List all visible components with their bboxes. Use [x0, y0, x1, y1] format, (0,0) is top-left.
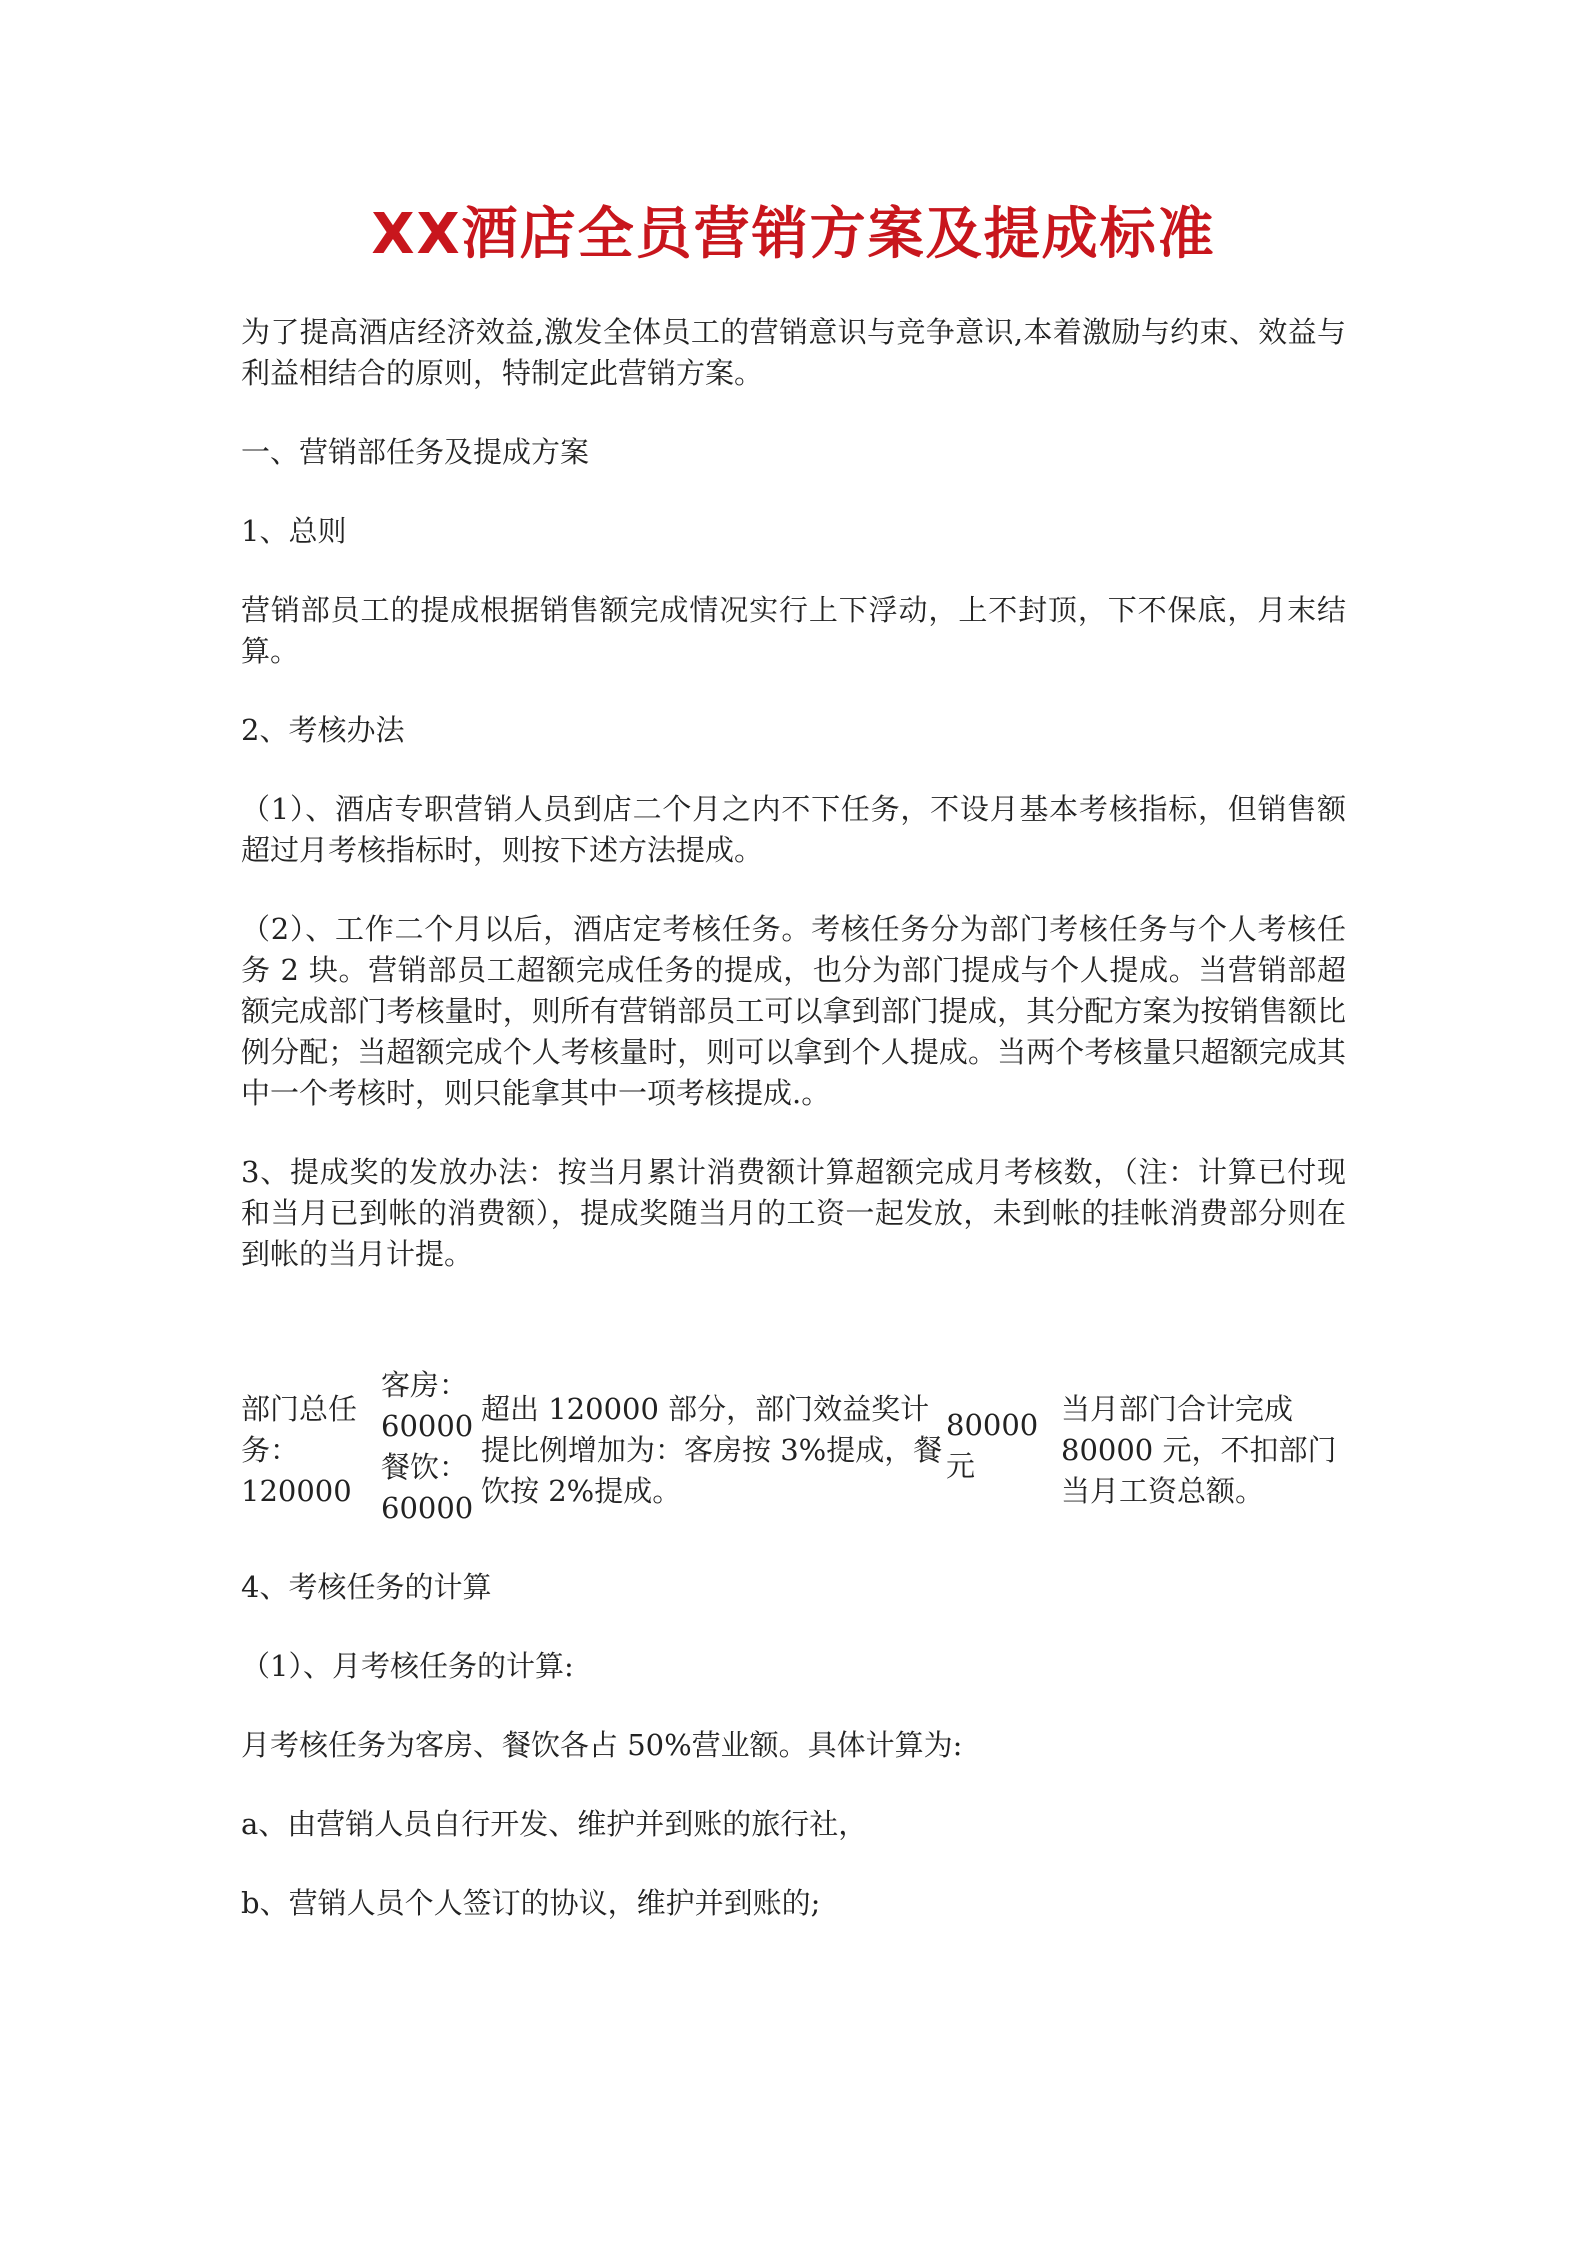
item1-heading: 1、总则 — [241, 514, 347, 548]
table-cell-bonus-rule: 超出 120000 部分，部门效益奖计提比例增加为：客房按 3%提成，餐饮按 2%提成。 — [481, 1392, 943, 1508]
item2-paragraph-1: （1）、酒店专职营销人员到店二个月之内不下任务，不设月基本考核指标，但销售额超过月考核指标时，则按下述方法提成。 — [241, 792, 1346, 867]
item2-paragraph-2: （2）、工作二个月以后，酒店定考核任务。考核任务分为部门考核任务与个人考核任务 2 块。营销部员工超额完成任务的提成，也分为部门提成与个人提成。当营销部超额完成部门考核量时，则所有营销部员工可以拿到部门提成，其分配方案为按销售额比例分配；当超额完成个人考核量时，则可以拿到个人提成。当两个考核量只超额完成其中一个考核时，则只能拿其中一项考核提成.。 — [241, 912, 1346, 1110]
task-table — [241, 1365, 1346, 1529]
item4-list-a: a、由营销人员自行开发、维护并到账的旅行社， — [241, 1807, 868, 1841]
intro-paragraph: 为了提高酒店经济效益,激发全体员工的营销意识与竞争意识,本着激励与约束、效益与利益相结合的原则，特制定此营销方案。 — [241, 315, 1346, 390]
item4-subheading: （1）、月考核任务的计算: — [241, 1649, 574, 1683]
item4-paragraph: 月考核任务为客房、餐饮各占 50%营业额。具体计算为: — [241, 1728, 963, 1762]
item4-heading: 4、考核任务的计算 — [241, 1570, 492, 1604]
item1-paragraph: 营销部员工的提成根据销售额完成情况实行上下浮动，上不封顶，下不保底，月末结算。 — [241, 593, 1346, 668]
item2-heading: 2、考核办法 — [241, 713, 405, 747]
table-cell-total-task: 部门总任务：120000 — [241, 1392, 358, 1508]
document-body — [241, 312, 1346, 1962]
table-cell-note: 当月部门合计完成 80000 元，不扣部门当月工资总额。 — [1061, 1392, 1337, 1508]
table-cell-breakdown — [381, 1365, 481, 1529]
table-cell-food: 餐饮：60000 — [381, 1450, 474, 1525]
table-cell-amount: 80000 元 — [946, 1408, 1039, 1483]
item4-list-b: b、营销人员个人签订的协议，维护并到账的; — [241, 1886, 821, 1920]
item3-paragraph: 3、提成奖的发放办法：按当月累计消费额计算超额完成月考核数，（注：计算已付现和当月已到帐的消费额），提成奖随当月的工资一起发放，未到帐的挂帐消费部分则在到帐的当月计提。 — [241, 1155, 1346, 1271]
document-title: XX酒店全员营销方案及提成标准 — [371, 202, 1216, 267]
section-heading: 一、营销部任务及提成方案 — [241, 435, 590, 469]
table-cell-room: 客房：60000 — [381, 1368, 474, 1443]
